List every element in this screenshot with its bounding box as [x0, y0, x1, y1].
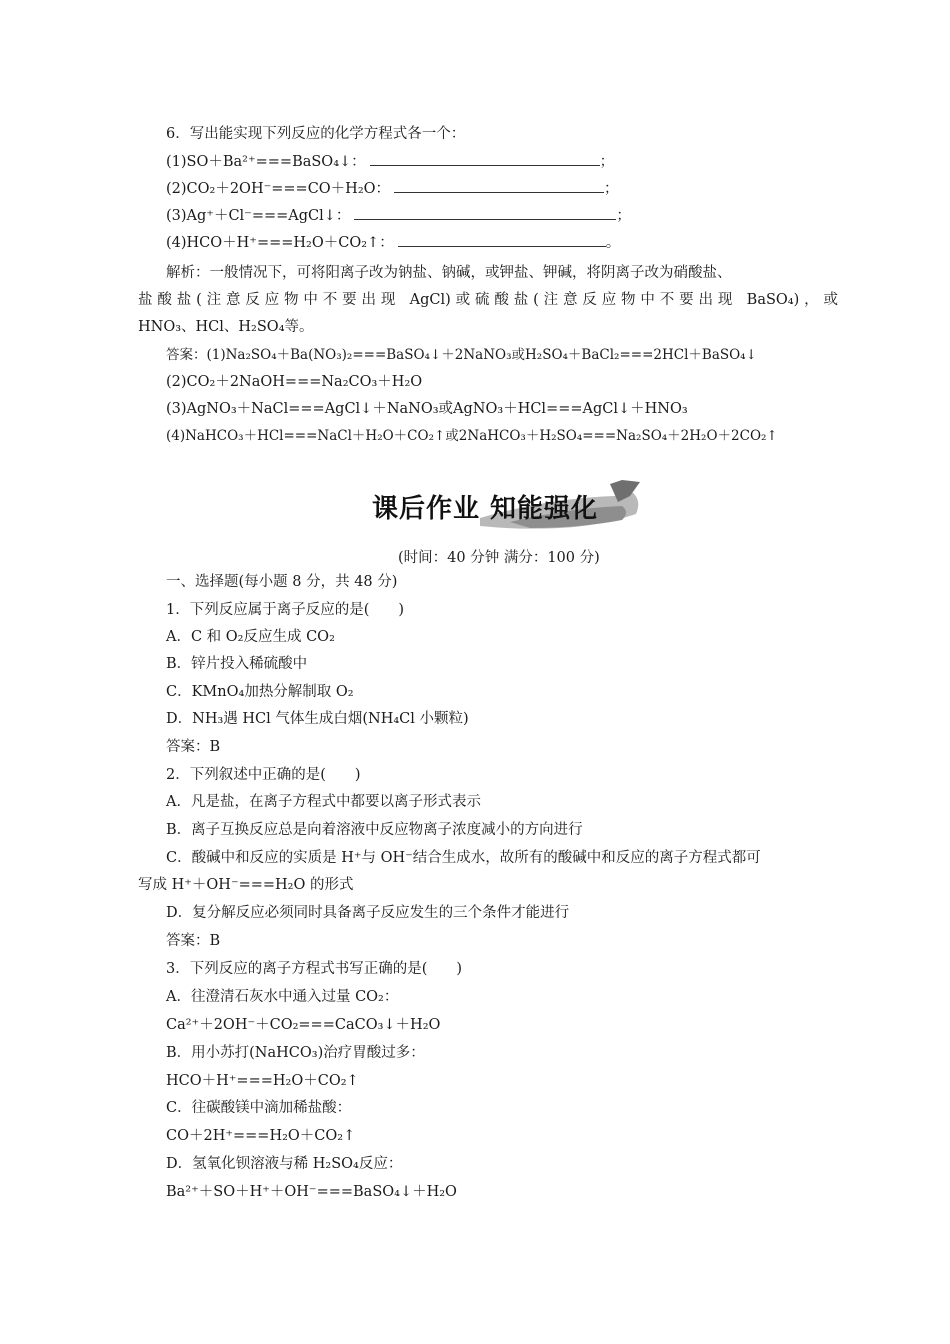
q3-stem: 3．下列反应的离子方程式书写正确的是( ): [166, 961, 463, 977]
q6-item-2-text: (2)CO₂＋2OH⁻===CO＋H₂O：: [166, 181, 391, 197]
banner-title: 课后作业 知能强化: [372, 494, 599, 524]
q6-item-4-text: (4)HCO＋H⁺===H₂O＋CO₂↑：: [166, 235, 394, 251]
q1-option-a: A．C 和 O₂反应生成 CO₂: [166, 629, 335, 645]
q1-option-d: D．NH₃遇 HCl 气体生成白烟(NH₄Cl 小颗粒): [166, 711, 469, 727]
q2-answer: 答案：B: [166, 933, 221, 949]
q6-item-1: [166, 151, 614, 172]
q1-option-b: B．锌片投入稀硫酸中: [166, 656, 308, 672]
q6-answer-line-1: 答案：(1)Na₂SO₄＋Ba(NO₃)₂===BaSO₄↓＋2NaNO₃或H₂SO₄＋BaCl₂===2HCl＋BaSO₄↓: [166, 347, 757, 363]
q1-stem: 1．下列反应属于离子反应的是( ): [166, 602, 405, 618]
section-heading: 一、选择题(每小题 8 分，共 48 分): [166, 574, 398, 590]
q6-answer-line-4: (4)NaHCO₃＋HCl===NaCl＋H₂O＋CO₂↑或2NaHCO₃＋H₂SO₄===Na₂SO₄＋2H₂O＋2CO₂↑: [166, 428, 778, 444]
q6-item-2: [166, 178, 619, 199]
q6-analysis-line-2: 盐酸盐(注意反应物中不要出现 AgCl)或硫酸盐(注意反应物中不要出现 BaSO₄)，或: [138, 292, 838, 308]
q3-option-c: C．往碳酸镁中滴加稀盐酸：: [166, 1100, 352, 1116]
q2-option-c-line-1: C．酸碱中和反应的实质是 H⁺与 OH⁻结合生成水，故所有的酸碱中和反应的离子方程式都可: [166, 850, 761, 866]
q3-option-b: B．用小苏打(NaHCO₃)治疗胃酸过多：: [166, 1045, 425, 1061]
answer-blank-3[interactable]: [354, 205, 616, 220]
q2-option-d: D．复分解反应必须同时具备离子反应发生的三个条件才能进行: [166, 905, 570, 921]
q6-answer-line-3: (3)AgNO₃＋NaCl===AgCl↓＋NaNO₃或AgNO₃＋HCl===AgCl↓＋HNO₃: [166, 401, 688, 417]
answer-blank-2[interactable]: [394, 178, 604, 193]
q3-option-a: A．往澄清石灰水中通入过量 CO₂：: [166, 989, 399, 1005]
q6-analysis-line-3: HNO₃、HCl、H₂SO₄等。: [138, 319, 314, 335]
q2-option-b: B．离子互换反应总是向着溶液中反应物离子浓度减小的方向进行: [166, 822, 583, 838]
answer-blank-4[interactable]: [398, 232, 606, 247]
q6-item-1-text: (1)SO＋Ba²⁺===BaSO₄↓：: [166, 154, 366, 170]
q3-option-a-equation: Ca²⁺＋2OH⁻＋CO₂===CaCO₃↓＋H₂O: [166, 1017, 441, 1033]
time-score-info: (时间：40 分钟 满分：100 分): [398, 550, 600, 566]
q2-option-c-line-2: 写成 H⁺＋OH⁻===H₂O 的形式: [138, 877, 354, 893]
q6-item-3: [166, 205, 631, 226]
q6-item-3-end: ；: [616, 208, 631, 224]
q3-option-c-equation: CO＋2H⁺===H₂O＋CO₂↑: [166, 1128, 356, 1144]
q3-option-d-equation: Ba²⁺＋SO＋H⁺＋OH⁻===BaSO₄↓＋H₂O: [166, 1184, 457, 1200]
q1-answer: 答案：B: [166, 739, 221, 755]
q6-item-2-end: ；: [604, 181, 619, 197]
q6-item-4: [166, 232, 620, 253]
q6-item-1-end: ；: [599, 154, 615, 170]
q6-item-4-end: 。: [605, 235, 621, 251]
q6-item-3-text: (3)Ag⁺＋Cl⁻===AgCl↓：: [166, 208, 351, 224]
q3-option-d: D．氢氧化钡溶液与稀 H₂SO₄反应：: [166, 1156, 403, 1172]
q2-stem: 2．下列叙述中正确的是( ): [166, 767, 361, 783]
q6-answer-line-2: (2)CO₂＋2NaOH===Na₂CO₃＋H₂O: [166, 374, 423, 390]
q2-option-a: A．凡是盐，在离子方程式中都要以离子形式表示: [166, 794, 481, 810]
section-banner: [360, 478, 650, 536]
q1-option-c: C．KMnO₄加热分解制取 O₂: [166, 684, 354, 700]
q3-option-b-equation: HCO＋H⁺===H₂O＋CO₂↑: [166, 1073, 359, 1089]
q6-analysis-line-1: 解析：一般情况下，可将阳离子改为钠盐、钠碱，或钾盐、钾碱，将阴离子改为硝酸盐、: [166, 265, 732, 281]
q6-prompt: 6．写出能实现下列反应的化学方程式各一个：: [166, 126, 466, 142]
answer-blank-1[interactable]: [370, 151, 600, 166]
